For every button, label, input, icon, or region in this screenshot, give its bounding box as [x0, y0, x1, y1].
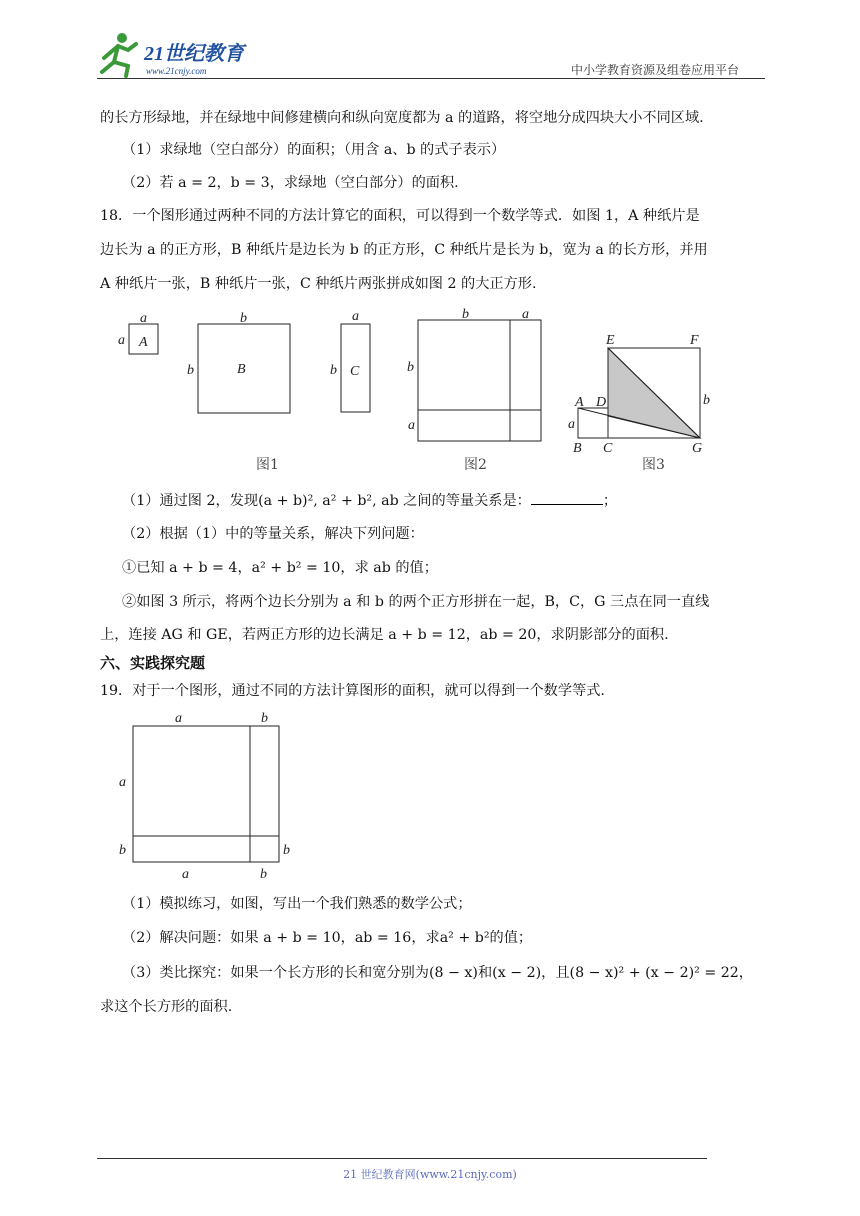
q19-figure — [112, 706, 312, 884]
q18-figures — [110, 306, 720, 478]
q18-c2b: 上，连接 AG 和 GE，若两正方形的边长满足 a + b = 12，ab = 20，求阴影部分的面积. — [100, 627, 669, 643]
svg-text:a: a — [140, 311, 147, 326]
svg-text:b: b — [240, 311, 247, 326]
svg-text:b: b — [187, 363, 194, 378]
q19-sub1: （1）模拟练习，如图，写出一个我们熟悉的数学公式； — [122, 896, 472, 912]
footer-text[interactable]: 21 世纪教育网(www.21cnjy.com) — [343, 1168, 517, 1181]
svg-text:B: B — [573, 441, 582, 456]
q19-sub3a: （3）类比探究：如果一个长方形的长和宽分别为(8 − x)和(x − 2)，且(8 − x)² + (x − 2)² = 22， — [122, 965, 753, 981]
svg-text:C: C — [603, 441, 613, 456]
svg-text:a: a — [182, 867, 189, 882]
svg-text:a: a — [118, 333, 125, 348]
q19-sub3b: 求这个长方形的面积. — [100, 999, 233, 1015]
q18-line3: A 种纸片一张，B 种纸片一张，C 种纸片两张拼成如图 2 的大正方形. — [100, 276, 537, 292]
svg-text:图1: 图1 — [256, 457, 279, 473]
svg-text:A: A — [139, 335, 148, 350]
section-title: 六、实践探究题 — [100, 654, 206, 672]
q18-line1: 18．一个图形通过两种不同的方法计算它的面积，可以得到一个数学等式．如图 1，A 种纸片是 — [100, 208, 700, 224]
svg-text:A: A — [575, 395, 584, 410]
svg-text:a: a — [522, 307, 529, 322]
logo — [92, 28, 262, 80]
svg-text:a: a — [408, 418, 415, 433]
svg-text:F: F — [690, 333, 699, 348]
q18-sub1: （1）通过图 2，发现(a + b)², a² + b², ab 之间的等量关系是： ； — [122, 490, 617, 511]
header-divider — [97, 78, 765, 79]
logo-url: www.21cnjy.com — [146, 66, 207, 76]
svg-text:b: b — [703, 393, 710, 408]
svg-text:b: b — [462, 307, 469, 322]
svg-text:a: a — [175, 711, 182, 726]
svg-text:b: b — [283, 843, 290, 858]
q19-line: 19．对于一个图形，通过不同的方法计算图形的面积，就可以得到一个数学等式. — [100, 683, 605, 699]
svg-text:b: b — [260, 867, 267, 882]
svg-text:C: C — [350, 364, 360, 379]
svg-text:图3: 图3 — [642, 457, 665, 473]
svg-text:图2: 图2 — [464, 457, 487, 473]
svg-text:D: D — [596, 395, 607, 410]
q17-line: 的长方形绿地，并在绿地中间修建横向和纵向宽度都为 a 的道路，将空地分成四块大小不同区域. — [100, 110, 704, 126]
svg-text:E: E — [606, 333, 615, 348]
q17-sub1: （1）求绿地（空白部分）的面积；（用含 a、b 的式子表示） — [122, 142, 506, 158]
svg-text:B: B — [237, 362, 246, 377]
q18-line2: 边长为 a 的正方形，B 种纸片是边长为 b 的正方形，C 种纸片是长为 b，宽为 a 的长方形，并用 — [100, 242, 708, 258]
svg-text:b: b — [261, 711, 268, 726]
runner-icon — [102, 33, 136, 76]
svg-text:b: b — [119, 843, 126, 858]
q18-c2a: ②如图 3 所示，将两个边长分别为 a 和 b 的两个正方形拼在一起，B，C，G 三点在同一直线 — [122, 594, 710, 610]
svg-text:G: G — [692, 441, 703, 456]
q18-c1: ①已知 a + b = 4，a² + b² = 10，求 ab 的值； — [122, 560, 438, 576]
q18-sub2: （2）根据（1）中的等量关系，解决下列问题： — [122, 526, 424, 542]
svg-text:a: a — [119, 775, 126, 790]
svg-text:a: a — [568, 417, 575, 432]
svg-text:a: a — [352, 309, 359, 324]
svg-text:b: b — [407, 360, 414, 375]
logo-text: 21世纪教育 — [144, 43, 244, 65]
q17-sub2: （2）若 a = 2，b = 3，求绿地（空白部分）的面积. — [122, 175, 459, 191]
footer-divider — [97, 1158, 707, 1159]
platform-name: 中小学教育资源及组卷应用平台 — [571, 63, 740, 77]
answer-blank — [531, 490, 603, 505]
svg-text:b: b — [330, 363, 337, 378]
q19-sub2: （2）解决问题：如果 a + b = 10，ab = 16，求a² + b²的值； — [122, 930, 533, 946]
